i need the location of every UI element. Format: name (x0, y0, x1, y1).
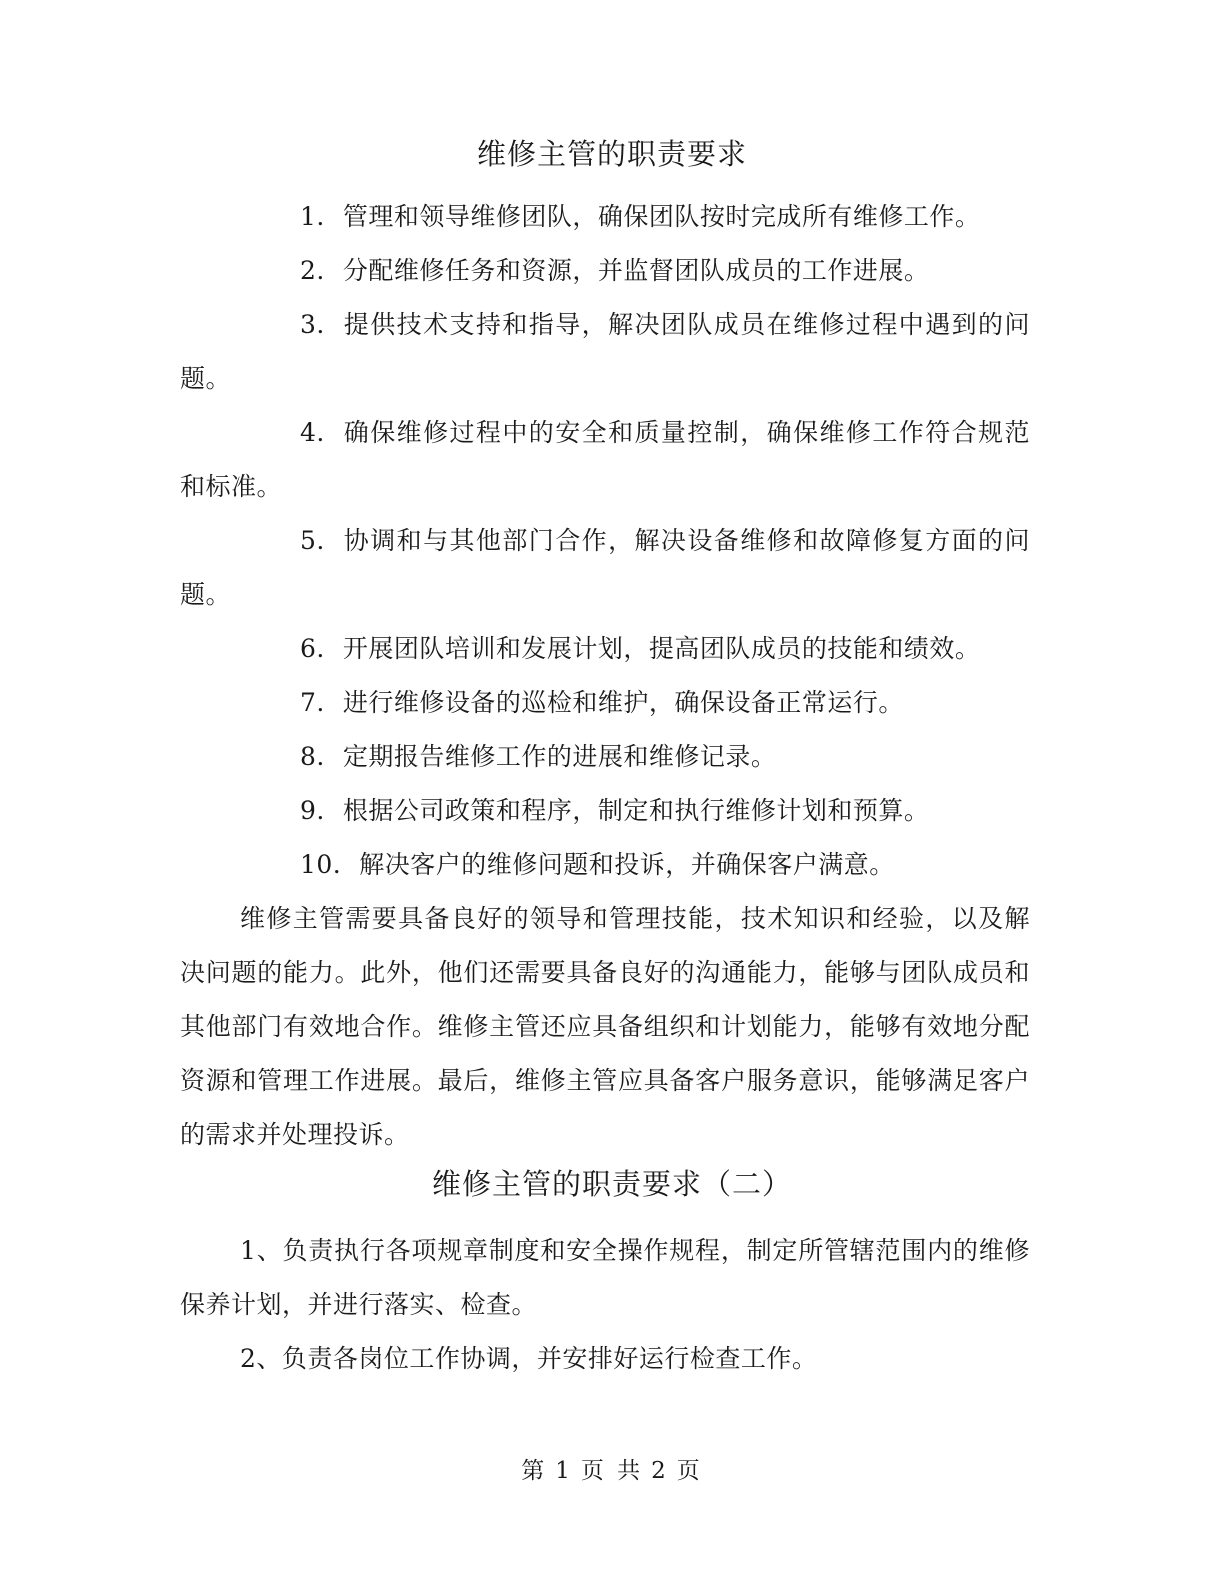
section-title: 维修主管的职责要求（二） (431, 1167, 792, 1201)
item-text: 确保维修过程中的安全和质量控制，确保维修工作符合规范和标准。 (180, 418, 1030, 501)
list-item (180, 244, 1030, 298)
list-item (180, 298, 1030, 406)
summary-paragraph: 维修主管需要具备良好的领导和管理技能，技术知识和经验，以及解决问题的能力。此外，他们还需要具备良好的沟通能力，能够与团队成员和其他部门有效地合作。维修主管还应具备组织和计划能力，能够有效地分配资源和管理工作进展。最后，维修主管应具备客户服务意识，能够满足客户的需求并处理投诉。 (180, 904, 1030, 1149)
item-number: 4. (300, 418, 325, 447)
item-number: 8. (300, 742, 325, 771)
item-number: 5. (300, 526, 325, 555)
list-item (180, 838, 1030, 892)
page-footer (0, 1456, 1224, 1486)
current-page-number: 1 (555, 1458, 573, 1484)
list-item (180, 676, 1030, 730)
item-number: 9. (300, 796, 325, 825)
item-number: 6. (300, 634, 325, 663)
item-text: 提供技术支持和指导，解决团队成员在维修过程中遇到的问题。 (180, 310, 1030, 393)
list-item (180, 730, 1030, 784)
footer-prefix: 第 (521, 1458, 548, 1484)
item-text: 开展团队培训和发展计划，提高团队成员的技能和绩效。 (342, 634, 981, 663)
document-title: 维修主管的职责要求 (476, 137, 747, 171)
item-number: 2. (300, 256, 325, 285)
footer-suffix: 页 (676, 1458, 703, 1484)
item-text: 进行维修设备的巡检和维护，确保设备正常运行。 (342, 688, 904, 717)
item-text: 解决客户的维修问题和投诉，并确保客户满意。 (359, 850, 895, 879)
list-item (180, 406, 1030, 514)
total-pages-number: 2 (651, 1458, 669, 1484)
item-text: 分配维修任务和资源，并监督团队成员的工作进展。 (342, 256, 930, 285)
duties-list-2 (180, 1224, 1030, 1386)
item-text: 管理和领导维修团队，确保团队按时完成所有维修工作。 (342, 202, 981, 231)
item-text: 协调和与其他部门合作，解决设备维修和故障修复方面的问题。 (180, 526, 1030, 609)
list-item: 2、负责各岗位工作协调，并安排好运行检查工作。 (240, 1344, 818, 1373)
footer-mid: 页 共 (580, 1458, 644, 1484)
item-number: 3. (300, 310, 325, 339)
duties-list (180, 190, 1030, 1162)
item-number: 10. (300, 850, 342, 879)
list-item (180, 514, 1030, 622)
item-text: 根据公司政策和程序，制定和执行维修计划和预算。 (342, 796, 930, 825)
item-text: 定期报告维修工作的进展和维修记录。 (342, 742, 777, 771)
list-item (180, 190, 1030, 244)
item-number: 7. (300, 688, 325, 717)
list-item (180, 622, 1030, 676)
item-number: 1. (300, 202, 325, 231)
list-item (180, 784, 1030, 838)
list-item: 1、负责执行各项规章制度和安全操作规程，制定所管辖范围内的维修保养计划，并进行落实、检查。 (180, 1236, 1030, 1319)
